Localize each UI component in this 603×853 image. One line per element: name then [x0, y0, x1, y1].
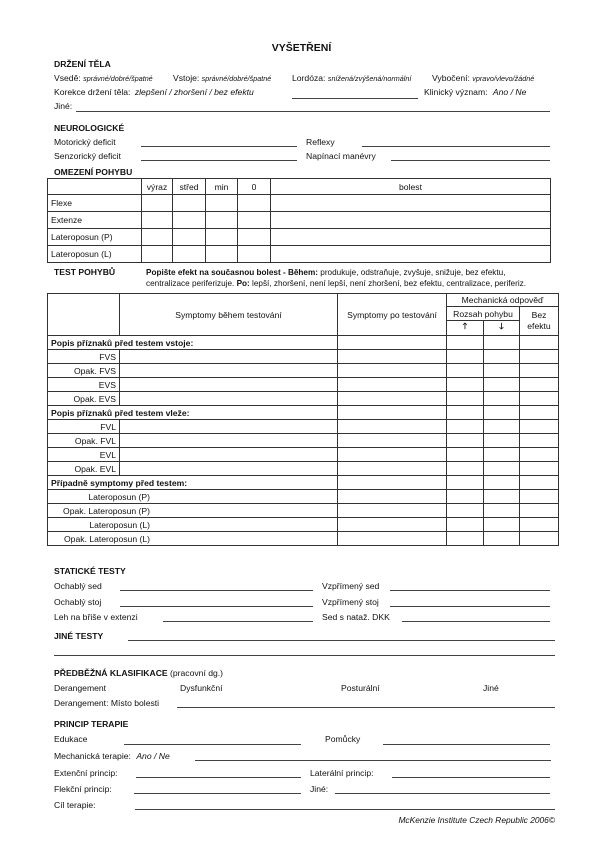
prone-ext-field[interactable] — [163, 621, 313, 622]
row-label: FVS — [48, 350, 120, 364]
tension-label: Napínací manévry — [306, 151, 376, 161]
cell[interactable] — [484, 336, 520, 350]
cell[interactable] — [338, 420, 447, 434]
cell[interactable] — [338, 378, 447, 392]
table-row — [48, 229, 551, 246]
lateral-label: Laterální princip: — [310, 768, 374, 778]
col-mechanical: Mechanická odpověď — [447, 294, 559, 307]
cell[interactable] — [484, 490, 520, 504]
lordosis-label: Lordóza: — [292, 73, 326, 83]
relevance-label: Klinický význam: — [424, 87, 488, 97]
cell[interactable] — [484, 504, 520, 518]
cell[interactable] — [447, 406, 484, 420]
cell[interactable] — [520, 434, 559, 448]
cell[interactable] — [142, 246, 173, 263]
pain-location-label: Derangement: Místo bolesti — [54, 698, 160, 708]
cell[interactable] — [484, 392, 520, 406]
row-label: Opak. Lateroposun (L) — [64, 533, 150, 544]
cell[interactable] — [238, 195, 271, 212]
other-tests-field-2[interactable] — [54, 655, 555, 656]
cell[interactable] — [484, 448, 520, 462]
cell[interactable] — [142, 212, 173, 229]
cell[interactable] — [238, 229, 271, 246]
standing-label: Vstoje: — [173, 73, 200, 83]
col-rom: Rozsah pohybu — [447, 307, 520, 321]
cell[interactable] — [142, 229, 173, 246]
cell[interactable] — [447, 434, 484, 448]
header-blank — [48, 179, 142, 195]
cell[interactable] — [271, 246, 551, 263]
table-row — [48, 462, 559, 476]
shift-label: Vybočení: — [432, 73, 470, 83]
education-field[interactable] — [124, 744, 301, 745]
class-postural[interactable]: Posturální — [341, 683, 380, 693]
correction-blank[interactable] — [292, 98, 418, 99]
cell[interactable] — [484, 364, 520, 378]
cell[interactable] — [484, 518, 520, 532]
cell[interactable] — [338, 490, 447, 504]
class-derangement[interactable]: Derangement — [54, 683, 107, 693]
cell[interactable] — [338, 448, 447, 462]
cell[interactable] — [520, 518, 559, 532]
sitting-options[interactable]: správné/dobré/špatné — [83, 74, 153, 83]
cell[interactable] — [120, 350, 338, 364]
equipment-label: Pomůcky — [325, 734, 361, 744]
cell[interactable] — [447, 350, 484, 364]
group-title: Popis příznaků před testem vstoje: — [48, 336, 338, 350]
row-label: Extenze — [48, 212, 142, 229]
cell[interactable] — [520, 476, 559, 490]
instr-after: lepší, zhoršení, není lepší, není zhoršení, bez efektu, centralizace, periferiz. — [249, 279, 527, 288]
cell[interactable] — [120, 364, 338, 378]
cell[interactable] — [520, 406, 559, 420]
movement-loss-table — [47, 178, 551, 263]
cell[interactable] — [338, 350, 447, 364]
row-label: Opak. EVL — [48, 462, 120, 476]
cell[interactable] — [520, 448, 559, 462]
test-instructions — [146, 267, 556, 289]
col-mod: střed — [173, 179, 206, 195]
cell[interactable] — [338, 476, 447, 490]
cell[interactable] — [520, 532, 559, 546]
no-effect-1: Bez — [531, 310, 547, 320]
no-effect-2: efektu — [527, 321, 551, 331]
page-title: VYŠETŘENÍ — [271, 42, 332, 54]
cell[interactable] — [484, 434, 520, 448]
erect-sit-field[interactable] — [390, 590, 550, 591]
extension-field[interactable] — [136, 777, 301, 778]
cell[interactable] — [520, 504, 559, 518]
flexion-field[interactable] — [134, 793, 301, 794]
static-tests-heading: STATICKÉ TESTY — [54, 566, 126, 576]
cell[interactable] — [484, 532, 520, 546]
cell[interactable] — [238, 212, 271, 229]
row-label: Lateroposun (L) — [89, 519, 150, 530]
standing-options[interactable]: správné/dobré/špatné — [201, 74, 272, 83]
test-movements-heading: TEST POHYBŮ — [54, 267, 116, 277]
table-row — [48, 392, 559, 406]
slouch-stand-label: Ochablý stoj — [54, 597, 102, 607]
col-magnitude: výraz — [142, 179, 173, 195]
cell[interactable] — [447, 392, 484, 406]
lordosis-options[interactable]: snížená/zvýšená/normální — [327, 74, 412, 83]
cell[interactable] — [520, 420, 559, 434]
table-row — [48, 195, 551, 212]
test-movements-table — [47, 293, 559, 546]
correction-label: Korekce držení těla: — [54, 87, 131, 97]
mech-therapy-row — [54, 751, 170, 761]
cell[interactable] — [447, 378, 484, 392]
cell[interactable] — [338, 504, 447, 518]
cell[interactable] — [338, 364, 447, 378]
group-title: Případně symptomy před testem: — [48, 476, 338, 490]
row-label: Opak. Lateroposun (P) — [63, 505, 150, 516]
col-after: Symptomy po testování — [338, 294, 447, 336]
cell[interactable] — [120, 434, 338, 448]
cell[interactable] — [520, 336, 559, 350]
reflexes-field[interactable] — [362, 146, 550, 147]
cell[interactable] — [338, 532, 447, 546]
goals-label: Cíl terapie: — [54, 800, 96, 810]
cell[interactable] — [447, 476, 484, 490]
cell[interactable] — [271, 229, 551, 246]
motor-field[interactable] — [141, 146, 297, 147]
cell[interactable] — [484, 350, 520, 364]
table-row — [48, 532, 559, 546]
instr-bold2: Po: — [234, 279, 250, 288]
movement-loss-heading: OMEZENÍ POHYBU — [54, 167, 133, 177]
cell[interactable] — [447, 532, 484, 546]
cell[interactable] — [120, 420, 338, 434]
classification-heading-row — [54, 668, 223, 678]
tension-field[interactable] — [391, 160, 550, 161]
table-row — [48, 350, 559, 364]
movement-loss-header — [48, 179, 551, 195]
table-row — [48, 378, 559, 392]
col-pain: bolest — [271, 179, 551, 195]
cell[interactable] — [338, 434, 447, 448]
prone-ext-label: Leh na břiše v extenzi — [54, 612, 138, 622]
cell[interactable] — [447, 364, 484, 378]
cell[interactable] — [206, 212, 238, 229]
cell[interactable] — [206, 195, 238, 212]
row-label: Opak. FVL — [48, 434, 120, 448]
cell[interactable] — [447, 490, 484, 504]
lateral-field[interactable] — [392, 777, 550, 778]
cell[interactable] — [271, 212, 551, 229]
long-sit-field[interactable] — [402, 621, 550, 622]
arrow-up-icon: 🡑 — [447, 321, 484, 336]
cell[interactable] — [484, 406, 520, 420]
cell[interactable] — [120, 378, 338, 392]
arrow-down-icon: 🡓 — [484, 321, 520, 336]
mech-therapy-options[interactable]: Ano / Ne — [136, 751, 170, 761]
reflexes-label: Reflexy — [306, 137, 335, 147]
education-label: Edukace — [54, 734, 88, 744]
principle-other-field[interactable] — [335, 793, 550, 794]
cell[interactable] — [520, 462, 559, 476]
footer-copyright: McKenzie Institute Czech Republic 2006© — [398, 815, 555, 825]
extension-label: Extenční princip: — [54, 768, 118, 778]
cell[interactable] — [238, 246, 271, 263]
erect-stand-label: Vzpřímený stoj — [322, 597, 379, 607]
cell[interactable] — [447, 336, 484, 350]
mech-therapy-field[interactable] — [195, 760, 551, 761]
col-no-effect — [520, 307, 559, 336]
header-blank — [48, 294, 120, 336]
cell[interactable] — [120, 392, 338, 406]
row-label: Lateroposun (P) — [48, 229, 142, 246]
row-label: EVL — [48, 448, 120, 462]
cell[interactable] — [173, 212, 206, 229]
slouch-stand-field[interactable] — [120, 606, 313, 607]
erect-sit-label: Vzpřímený sed — [322, 581, 380, 591]
col-during: Symptomy během testování — [120, 294, 338, 336]
principle-other-label: Jiné: — [310, 784, 329, 794]
slouch-sit-label: Ochablý sed — [54, 581, 102, 591]
table-row — [48, 246, 551, 263]
table-row — [48, 448, 559, 462]
principles-heading: PRINCIP TERAPIE — [54, 719, 129, 729]
mech-therapy-label: Mechanická terapie: — [54, 751, 131, 761]
motor-label: Motorický deficit — [54, 137, 116, 147]
classification-heading: PŘEDBĚŽNÁ KLASIFIKACE — [54, 668, 168, 678]
cell[interactable] — [484, 462, 520, 476]
erect-stand-field[interactable] — [390, 606, 550, 607]
classification-note: (pracovní dg.) — [167, 668, 224, 678]
row-label: Opak. EVS — [48, 392, 120, 406]
table-row — [48, 490, 559, 504]
cell[interactable] — [338, 462, 447, 476]
goals-field[interactable] — [135, 809, 555, 810]
cell[interactable] — [447, 504, 484, 518]
row-label: FVL — [48, 420, 120, 434]
cell[interactable] — [271, 195, 551, 212]
flexion-label: Flekční princip: — [54, 784, 112, 794]
sitting-label: Vsedě: — [54, 73, 81, 83]
cell[interactable] — [173, 229, 206, 246]
table-row — [48, 420, 559, 434]
sensory-label: Senzorický deficit — [54, 151, 121, 161]
col-nil: 0 — [238, 179, 271, 195]
table-row — [48, 364, 559, 378]
table-row — [48, 434, 559, 448]
equipment-field[interactable] — [383, 744, 550, 745]
col-min: min — [206, 179, 238, 195]
posture-other-field[interactable] — [76, 111, 550, 112]
group-title: Popis příznaků před testem vleže: — [48, 406, 338, 420]
table-row — [48, 504, 559, 518]
neuro-heading: NEUROLOGICKÉ — [54, 123, 125, 133]
class-dysfunction[interactable]: Dysfunkční — [180, 683, 223, 693]
slouch-sit-field[interactable] — [120, 590, 313, 591]
table-row — [48, 212, 551, 229]
row-label: EVS — [48, 378, 120, 392]
correction-row — [54, 87, 254, 97]
sensory-field[interactable] — [141, 160, 297, 161]
row-label: Opak. FVS — [48, 364, 120, 378]
cell[interactable] — [520, 490, 559, 504]
lordosis-row — [292, 73, 411, 83]
shift-row — [432, 73, 534, 83]
cell[interactable] — [520, 350, 559, 364]
row-label: Lateroposun (L) — [48, 246, 142, 263]
cell[interactable] — [173, 195, 206, 212]
instr-bold: Popište efekt na současnou bolest - Během: — [146, 268, 318, 277]
cell[interactable] — [338, 336, 447, 350]
sitting-row — [54, 73, 153, 83]
table-row — [48, 518, 559, 532]
cell[interactable] — [447, 462, 484, 476]
cell[interactable] — [484, 420, 520, 434]
instr-line2: centralizace periferizuje. — [146, 279, 235, 288]
cell[interactable] — [120, 462, 338, 476]
other-tests-heading: JINÉ TESTY — [54, 631, 104, 641]
cell[interactable] — [447, 420, 484, 434]
class-other[interactable]: Jiné — [483, 683, 499, 693]
cell[interactable] — [142, 195, 173, 212]
cell[interactable] — [520, 392, 559, 406]
cell[interactable] — [338, 406, 447, 420]
correction-options[interactable]: zlepšení / zhoršení / bez efektu — [134, 87, 254, 97]
row-label: Flexe — [48, 195, 142, 212]
cell[interactable] — [120, 448, 338, 462]
standing-row — [173, 73, 271, 83]
cell[interactable] — [484, 378, 520, 392]
long-sit-label: Sed s nataž. DKK — [322, 612, 390, 622]
cell[interactable] — [173, 246, 206, 263]
relevance-row — [424, 87, 526, 97]
cell[interactable] — [206, 246, 238, 263]
cell[interactable] — [206, 229, 238, 246]
cell[interactable] — [447, 448, 484, 462]
relevance-options[interactable]: Ano / Ne — [492, 87, 527, 97]
pain-location-field[interactable] — [177, 707, 555, 708]
posture-other-label: Jiné: — [54, 101, 73, 111]
row-label: Lateroposun (P) — [88, 491, 150, 502]
instr-during: produkuje, odstraňuje, zvyšuje, snižuje, bez efektu, — [317, 268, 506, 277]
cell[interactable] — [338, 518, 447, 532]
cell[interactable] — [484, 476, 520, 490]
cell[interactable] — [338, 392, 447, 406]
cell[interactable] — [520, 364, 559, 378]
other-tests-field-1[interactable] — [128, 640, 555, 641]
posture-heading: DRŽENÍ TĚLA — [54, 59, 111, 69]
cell[interactable] — [520, 378, 559, 392]
shift-options[interactable]: vpravo/vlevo/žádné — [472, 74, 535, 83]
cell[interactable] — [447, 518, 484, 532]
